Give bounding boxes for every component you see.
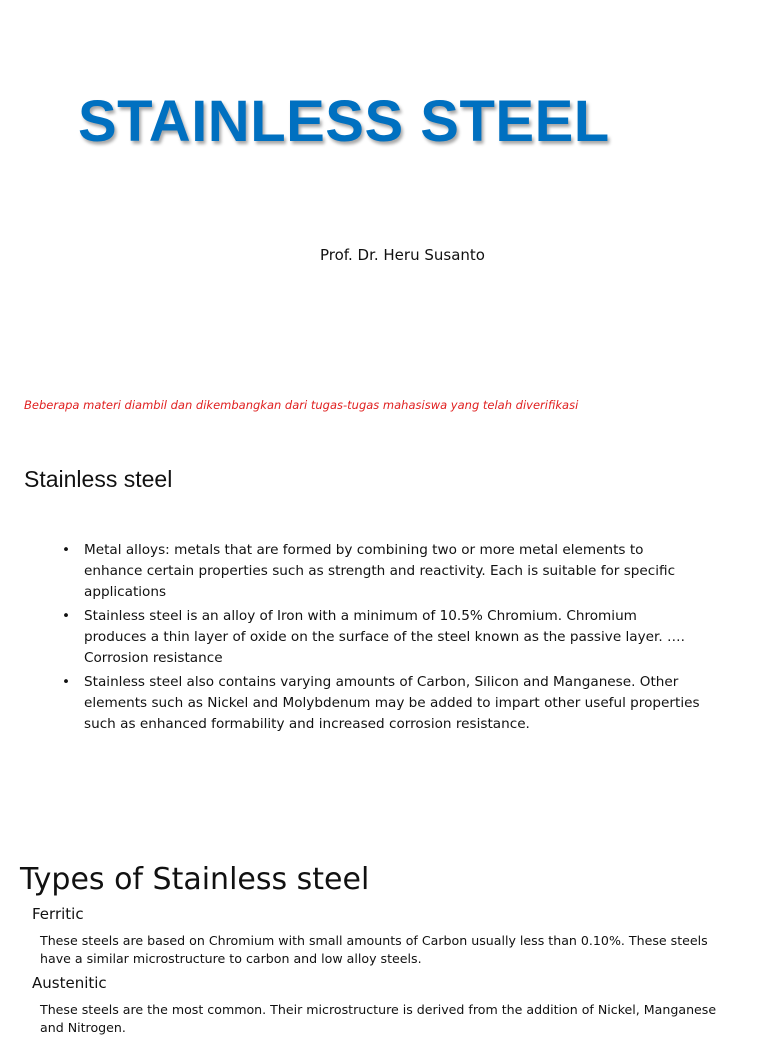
type-name-ferritic: Ferritic xyxy=(32,905,84,923)
section-heading-stainless-steel: Stainless steel xyxy=(24,466,173,492)
intro-bullet-list xyxy=(60,540,700,738)
type-description-austenitic: These steels are the most common. Their microstructure is derived from the addition of Nickel, Manganese and Nitrogen. xyxy=(40,1002,717,1035)
type-name-austenitic: Austenitic xyxy=(32,974,107,992)
type-description-ferritic: These steels are based on Chromium with small amounts of Carbon usually less than 0.10%. These steels have a similar microstructure to carbon and low alloy steels. xyxy=(40,933,708,966)
main-title: STAINLESS STEEL xyxy=(78,89,610,154)
types-heading: Types of Stainless steel xyxy=(20,862,370,897)
source-note: Beberapa materi diambil dan dikembangkan dari tugas-tugas mahasiswa yang telah diverifikasi xyxy=(24,398,579,412)
bullet-metal-alloys: • Metal alloys: metals that are formed by combining two or more metal elements to enhance certain properties such as strength and reactivity. Each is suitable for specific applications xyxy=(60,540,700,603)
author-name: Prof. Dr. Heru Susanto xyxy=(320,246,485,264)
bullet-other-elements: • Stainless steel also contains varying amounts of Carbon, Silicon and Manganese. Other elements such as Nickel and Molybdenum may be added to impart other useful properties such as enhanced formability and increased corrosion resistance. xyxy=(60,672,700,735)
title-slide xyxy=(0,0,768,440)
bullet-iron-chromium: • Stainless steel is an alloy of Iron with a minimum of 10.5% Chromium. Chromium produces a thin layer of oxide on the surface of the steel known as the passive layer. …. Corrosion resistance xyxy=(60,606,700,669)
